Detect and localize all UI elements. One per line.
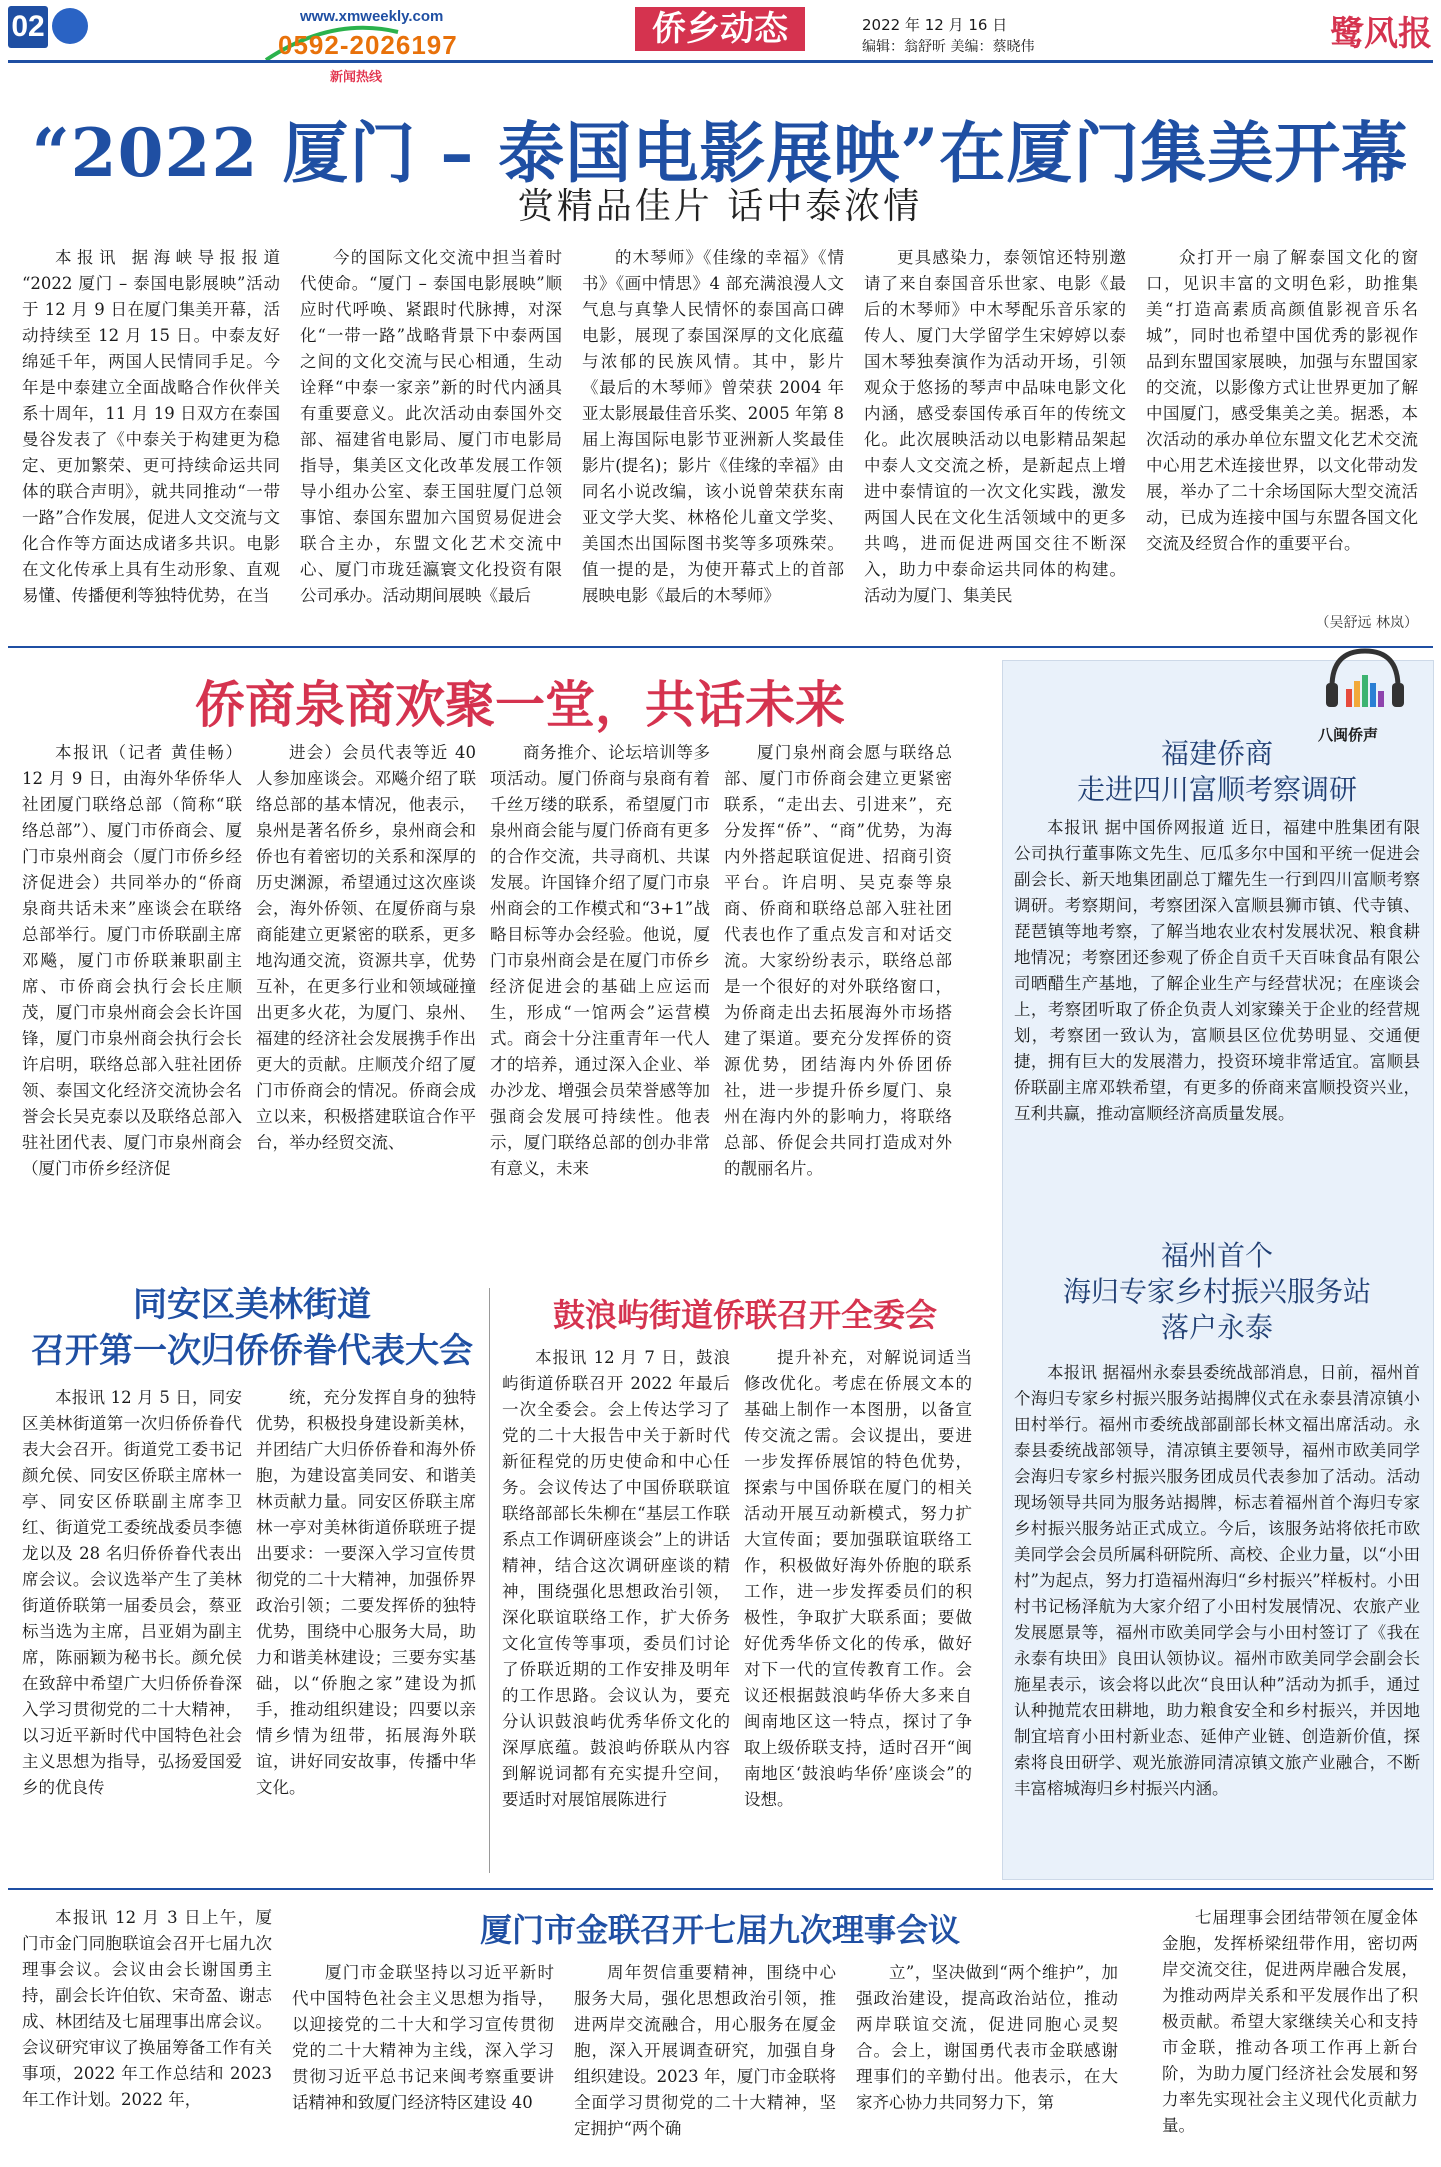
sidebar-story2-title-line1: 福州首个 [1160, 1239, 1273, 1272]
article2-col3: 商务推介、论坛培训等多项活动。厦门侨商与泉商有着千丝万缕的联系，希望厦门市泉州商会能与厦门侨商有更多的合作交流，共寻商机、共谋发展。许国锋介绍了厦门市泉州商会的工作模式和“3+1”战略目标等办会经验。他说，厦门市泉州商会是在厦门市侨乡经济促进会的基础上应运而生，形成“一馆两会”运营模式。商会十分注重青年一代人才的培养，通过深入企业、举办沙龙、增强会员荣誉感等加强商会发展可持续性。他表示，厦门联络总部的创办非常有意义，未来 [490, 743, 710, 1178]
subheadline: 赏精品佳片 话中泰浓情 [517, 186, 923, 227]
column-banner: 侨乡动态 [635, 7, 805, 51]
sidebar-story2-text: 本报讯 据福州永泰县委统战部消息，日前，福州首个海归专家乡村振兴服务站揭牌仪式在永泰县清凉镇小田村举行。福州市委统战部副部长林文福出席活动。永泰县委统战部领导，清凉镇主要领导，福州市欧美同学会海归专家乡村振兴服务团成员代表参加了活动。活动现场领导共同为服务站揭牌，标志着福州首个海归专家乡村振兴服务站正式成立。今后，该服务站将依托市欧美同学会会员所属科研院所、高校、企业力量，以“小田村”为起点，努力打造福州海归“乡村振兴”样板村。小田村书记杨泽航为大家介绍了小田村发展情况、农旅产业发展愿景等，福州市欧美同学会与小田村签订了《我在永泰有块田》良田认领协议。福州市欧美同学会副会长施星表示，该会将以此次“良田认种”活动为抓手，通过认种抛荒农田耕地，助力粮食安全和乡村振兴，并因地制宜培育小田村新业态、延伸产业链、创造新价值，探索将良田研学、观光旅游同清凉镇文旅产业融合，不断丰富榕城海归乡村振兴内涵。 [1014, 1363, 1420, 1798]
sidebar-story1-title-line2: 走进四川富顺考察调研 [1076, 773, 1357, 806]
headline: “2022 厦门 – 泰国电影展映”在厦门集美开幕 [31, 114, 1409, 192]
section-divider [8, 646, 1433, 648]
article3-col1: 本报讯 12 月 5 日，同安区美林街道第一次归侨侨眷代表大会召开。街道党工委书记颜允侯、同安区侨联主席林一亭、同安区侨联副主席李卫红、街道党工委统战委员李德龙以及 28 名归侨侨眷代表出席会议。会议选举产生了美林街道侨联第一届委员会，蔡亚标当选为主席，吕亚娟为副主席，陈丽颖为秘书长。颜允侯在致辞中希望广大归侨侨眷深入学习贯彻党的二十大精神，以习近平新时代中国特色社会主义思想为指导，弘扬爱国爱乡的优良传 [22, 1388, 242, 1797]
article1-col1: 本报讯 据海峡导报报道 “2022 厦门 – 泰国电影展映”活动于 12 月 9 日在厦门集美开幕，活动持续至 12 月 15 日。中泰友好绵延千年，两国人民情同手足。今年是中泰建立全面战略合作伙伴关系十周年，11 月 19 日双方在泰国曼谷发表了《中泰关于构建更为稳定、更加繁荣、更可持续命运共同体的联合声明》，就共同推动“一带一路”合作发展，促进人文交流与文化合作等方面达成诸多共识。电影在文化传承上具有生动形象、直观易懂、传播便利等独特优势，在当 [22, 248, 280, 605]
hotline-label: 新闻热线 [330, 69, 383, 84]
article5-col5: 七届理事会团结带领在厦金体金胞，发挥桥梁纽带作用，密切两岸交流交往，促进两岸融合发展，为推动两岸关系和平发展作出了积极贡献。希望大家继续关心和支持市金联，推动各项工作再上新台阶，为助力厦门经济社会发展和努力率先实现社会主义现代化贡献力量。 [1162, 1908, 1418, 2135]
article4-col1: 本报讯 12 月 7 日，鼓浪屿街道侨联召开 2022 年最后一次全委会。会上传达学习了党的二十大报告中关于新时代新征程党的历史使命和中心任务。会议传达了中国侨联联谊联络部部长朱柳在“基层工作联系点工作调研座谈会”上的讲话精神，结合这次调研座谈的精神，围绕强化思想政治引领，深化联谊联络工作，扩大侨务文化宣传等事项，委员们讨论了侨联近期的工作安排及明年的工作思路。会议认为，要充分认识鼓浪屿优秀华侨文化的深厚底蕴。鼓浪屿侨联从内容到解说词都有充实提升空间，要适时对展馆展陈进行 [502, 1348, 730, 1809]
article2-col1: 本报讯（记者 黄佳畅）12 月 9 日，由海外华侨华人社团厦门联络总部（简称“联络总部”）、厦门市侨商会、厦门市泉州商会（厦门市侨乡经济促进会）共同举办的“侨商泉商共话未来”座谈会在联络总部举行。厦门市侨联副主席邓飚，厦门市侨联兼职副主席、市侨商会执行会长庄顺茂，厦门市泉州商会会长许国锋，厦门市泉州商会执行会长许启明，联络总部入驻社团侨领、泰国文化经济交流协会名誉会长吴克泰以及联络总部入驻社团代表、厦门市泉州商会（厦门市侨乡经济促 [22, 743, 242, 1178]
article1-col2: 今的国际文化交流中担当着时代使命。“厦门 – 泰国电影展映”顺应时代呼唤、紧跟时代脉搏，对深化“一带一路”战略背景下中泰两国之间的文化交流与民心相通，生动诠释“中泰一家亲”新的时代内涵具有重要意义。此次活动由泰国外交部、福建省电影局、厦门市电影局指导，集美区文化改革发展工作领导小组办公室、泰王国驻厦门总领事馆、泰国东盟加六国贸易促进会联合主办，东盟文化艺术交流中心、厦门市珑廷瀛寰文化投资有限公司承办。活动期间展映《最后 [300, 248, 562, 605]
article2-col2: 进会）会员代表等近 40 人参加座谈会。邓飚介绍了联络总部的基本情况，他表示，泉州是著名侨乡，泉州商会和侨也有着密切的关系和深厚的历史渊源，希望通过这次座谈会，海外侨领、在厦侨商与泉商能建立更紧密的联系，更多地沟通交流，资源共享，优势互补，在更多行业和领域碰撞出更多火花，为厦门、泉州、福建的经济社会发展携手作出更大的贡献。庄顺茂介绍了厦门市侨商会的情况。侨商会成立以来，积极搭建联谊合作平台，举办经贸交流、 [256, 743, 476, 1152]
article5-col1: 本报讯 12 月 3 日上午，厦门市金门同胞联谊会召开七届九次理事会议。会议由会长谢国勇主持，副会长许伯钦、宋奇盈、谢志成、林团结及七届理事出席会议。会议研究审议了换届筹备工作有关事项，2022 年工作总结和 2023 年工作计划。2022 年， [22, 1908, 272, 2109]
article2-title: 侨商泉商欢聚一堂，共话未来 [195, 676, 845, 734]
header-rule [8, 60, 1433, 63]
sidebar-badge: 八闽侨声 [1318, 726, 1379, 744]
article3-col2: 统，充分发挥自身的独特优势，积极投身建设新美林，并团结广大归侨侨眷和海外侨胞，为建设富美同安、和谐美林贡献力量。同安区侨联主席林一亭对美林街道侨联班子提出要求：一要深入学习宣传贯彻党的二十大精神，加强侨界政治引领；二要发挥侨的独特优势，围绕中心服务大局，助力和谐美林建设；三要夯实基础，以“侨胞之家”建设为抓手，推动组织建设；四要以亲情乡情为纽带，拓展海外联谊，讲好同安故事，传播中华文化。 [256, 1388, 476, 1797]
editors-line: 编辑：翁舒昕 美编：蔡晓伟 [862, 39, 1035, 55]
article4-col2: 提升补充，对解说词适当修改优化。考虑在侨展文本的基础上制作一本图册，以备宣传交流之需。会议提出，要进一步发挥侨展馆的特色优势，探索与中国侨联在厦门的相关活动开展互动新模式，努力扩大宣传面；要加强联谊联络工作，积极做好海外侨胞的联系工作，进一步发挥委员们的积极性，争取扩大联系面；要做好优秀华侨文化的传承，做好对下一代的宣传教育工作。会议还根据鼓浪屿华侨大多来自闽南地区这一特点，探讨了争取上级侨联支持，适时召开“闽南地区‘鼓浪屿华侨’座谈会”的设想。 [744, 1348, 972, 1809]
article3-title-line2: 召开第一次归侨侨眷代表大会 [31, 1331, 473, 1371]
article1-author: （吴舒远 林岚） [1315, 615, 1418, 631]
article4-title: 鼓浪屿街道侨联召开全委会 [552, 1296, 937, 1334]
headphones-icon [1320, 645, 1410, 715]
sidebar-story1-title-line1: 福建侨商 [1160, 737, 1273, 770]
article1-col5: 众打开一扇了解泰国文化的窗口，见识丰富的文明色彩，助推集美“打造高素质高颜值影视音乐名城”，同时也希望中国优秀的影视作品到东盟国家展映，加强与东盟国家的交流，以影像方式让世界更加了解中国厦门，感受集美之美。据悉，本次活动的承办单位东盟文化艺术交流中心用艺术连接世界，以文化带动发展，举办了二十余场国际大型交流活动，已成为连接中国与东盟各国文化交流及经贸合作的重要平台。 [1146, 248, 1418, 553]
sidebar-story1-text: 本报讯 据中国侨网报道 近日，福建中胜集团有限公司执行董事陈文先生、厄瓜多尔中国和平统一促进会副会长、新天地集团副总丁耀先生一行到四川富顺考察调研。考察期间，考察团深入富顺县狮市镇、代寺镇、琵琶镇等地考察，了解当地农业农村发展状况、粮食耕地情况；考察团还参观了侨企自贡千天百味食品有限公司晒醋生产基地，了解企业生产与经营状况；在座谈会上，考察团听取了侨企负责人刘家臻关于企业的经营规划，考察团一致认为，富顺县区位优势明显、交通便捷，拥有巨大的发展潜力，投资环境非常适宜。富顺县侨联副主席邓轶希望，有更多的侨商来富顺投资兴业，互利共赢，推动富顺经济高质量发展。 [1014, 818, 1420, 1123]
paper-name: 鹭风报 [1330, 14, 1432, 54]
article3-title-line1: 同安区美林街道 [133, 1285, 371, 1325]
hotline-number: 0592-2026197 [278, 30, 458, 60]
website-url: www.xmweekly.com [300, 8, 444, 25]
article5-title: 厦门市金联召开七届九次理事会议 [479, 1911, 960, 1949]
article1-col4: 更具感染力，泰领馆还特别邀请了来自泰国音乐世家、电影《最后的木琴师》中木琴配乐音乐家的传人、厦门大学留学生宋婷婷以泰国木琴独奏演作为活动开场，引领观众于悠扬的琴声中品味电影文化内涵，感受泰国传承百年的传统文化。此次展映活动以电影精品架起中泰人文交流之桥，是新起点上增进中泰情谊的一次文化实践，激发两国人民在文化生活领域中的更多共鸣，进而促进两国交往不断深入，助力中泰命运共同体的构建。活动为厦门、集美民 [864, 248, 1126, 605]
article5-col2: 厦门市金联坚持以习近平新时代中国特色社会主义思想为指导，以迎接党的二十大和学习宣传贯彻党的二十大精神为主线，深入学习贯彻习近平总书记来闽考察重要讲话精神和致厦门经济特区建设 40 [292, 1963, 554, 2112]
sidebar-story2-title-line3: 落户永泰 [1160, 1311, 1273, 1344]
article1-col3: 的木琴师》《佳缘的幸福》《情书》《画中情思》4 部充满浪漫人文气息与真挚人民情怀的泰国高口碑电影，展现了泰国深厚的文化底蕴与浓郁的民族风情。其中，影片《最后的木琴师》曾荣获 2004 年亚太影展最佳音乐奖、2005 年第 8 届上海国际电影节亚洲新人奖最佳影片(提名)；影片《佳缘的幸福》由同名小说改编，该小说曾荣获东南亚文学大奖、林格伦儿童文学奖、美国杰出国际图书奖等多项殊荣。值一提的是，为使开幕式上的首部展映电影《最后的木琴师》 [582, 248, 844, 605]
page-number: 02 [8, 6, 48, 48]
article5-col4: 立”，坚决做到“两个维护”，加强政治建设，提高政治站位，推动两岸联谊交流，促进同胞心灵契合。会上，谢国勇代表市金联感谢理事们的辛勤付出。他表示，在大家齐心协力共同努力下，第 [856, 1963, 1118, 2112]
article2-col4: 厦门泉州商会愿与联络总部、厦门市侨商会建立更紧密联系，“走出去、引进来”，充分发挥“侨”、“商”优势，为海内外搭起联谊促进、招商引资平台。许启明、吴克泰等泉商、侨商和联络总部入驻社团代表也作了重点发言和对话交流。大家纷纷表示，联络总部是一个很好的对外联络窗口，为侨商走出去拓展海外市场搭建了渠道。要充分发挥侨的资源优势，团结海内外侨团侨社，进一步提升侨乡厦门、泉州在海内外的影响力，将联络总部、侨促会共同打造成对外的靓丽名片。 [724, 743, 952, 1178]
paper-logo-icon [52, 8, 88, 44]
article5-col3: 周年贺信重要精神，围绕中心服务大局，强化思想政治引领，推进两岸交流融合，用心服务在厦金胞，深入开展调查研究，加强自身组织建设。2023 年，厦门市金联将全面学习贯彻党的二十大精神，坚定拥护“两个确 [574, 1963, 836, 2138]
section-divider-2 [8, 1888, 1433, 1890]
sidebar-story2-title-line2: 海归专家乡村振兴服务站 [1062, 1275, 1371, 1308]
issue-date: 2022 年 12 月 16 日 [862, 16, 1008, 34]
column-divider [489, 1288, 490, 1873]
